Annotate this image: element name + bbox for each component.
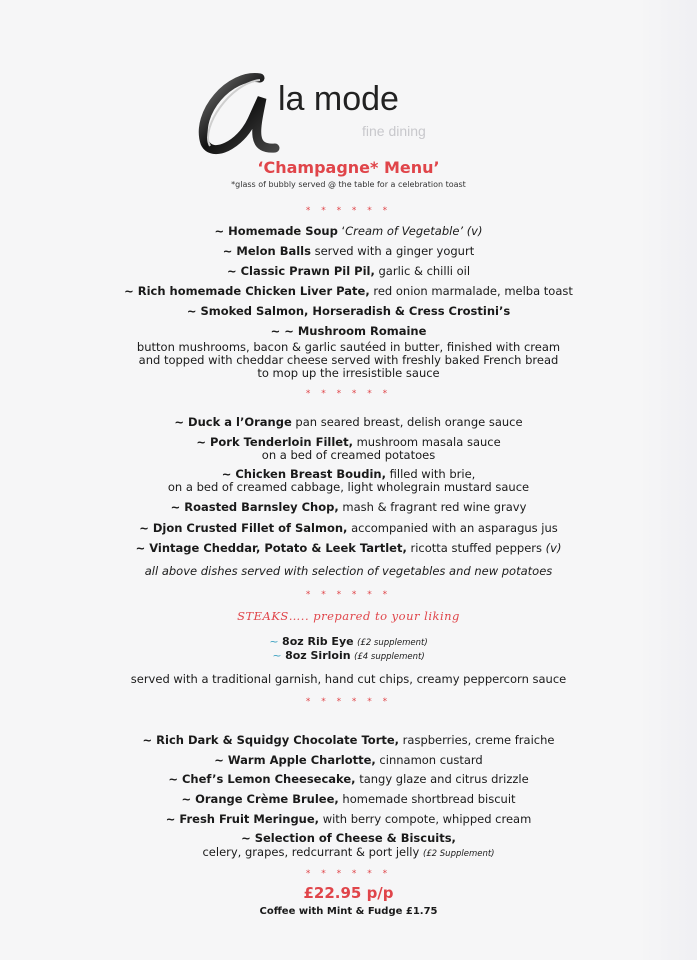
stars-divider: * * * * * * bbox=[305, 697, 392, 707]
coffee-line: Coffee with Mint & Fudge £1.75 bbox=[259, 906, 438, 917]
romaine-description: button mushrooms, bacon & garlic sautéed in butter, finished with cream bbox=[136, 340, 561, 354]
paper-crease bbox=[637, 0, 697, 960]
logo-brand: la mode bbox=[278, 80, 399, 118]
dessert-item: ~ Chef’s Lemon Cheesecake, tangy glaze and citrus drizzle bbox=[168, 772, 529, 786]
starter-item: ~ Homemade Soup ‘Cream of Vegetable’ (v) bbox=[214, 224, 483, 238]
stars-divider: * * * * * * bbox=[305, 206, 392, 216]
dessert-item: ~ Rich Dark & Squidgy Chocolate Torte, raspberries, creme fraiche bbox=[142, 733, 555, 747]
stars-divider: * * * * * * bbox=[305, 389, 392, 399]
dessert-item: ~ Selection of Cheese & Biscuits, bbox=[241, 831, 456, 845]
starter-item: ~ Rich homemade Chicken Liver Pate, red onion marmalade, melba toast bbox=[124, 284, 573, 298]
bubbly-note: *glass of bubbly served @ the table for a celebration toast bbox=[231, 180, 466, 189]
starter-item: ~ ~ Mushroom Romaine bbox=[270, 324, 427, 338]
main-item-detail: on a bed of creamed cabbage, light wholegrain mustard sauce bbox=[167, 480, 530, 494]
stars-divider: * * * * * * bbox=[305, 590, 392, 600]
main-item: ~ Roasted Barnsley Chop, mash & fragrant red wine gravy bbox=[170, 500, 527, 514]
main-item: ~ Vintage Cheddar, Potato & Leek Tartlet, ricotta stuffed peppers (v) bbox=[135, 541, 562, 555]
steaks-heading: STEAKS….. prepared to your liking bbox=[237, 609, 460, 623]
steaks-note: served with a traditional garnish, hand cut chips, creamy peppercorn sauce bbox=[130, 672, 567, 686]
a-la-mode-logo bbox=[190, 58, 490, 158]
main-item: ~ Duck a l’Orange pan seared breast, delish orange sauce bbox=[174, 415, 523, 429]
starter-item: ~ Classic Prawn Pil Pil, garlic & chilli oil bbox=[226, 264, 471, 278]
steak-item: ~ 8oz Rib Eye (£2 supplement) bbox=[269, 635, 428, 648]
logo-tagline: fine dining bbox=[362, 123, 426, 139]
romaine-description: to mop up the irresistible sauce bbox=[257, 366, 440, 380]
dessert-item-detail: celery, grapes, redcurrant & port jelly (£2 Supplement) bbox=[202, 845, 495, 859]
dessert-item: ~ Warm Apple Charlotte, cinnamon custard bbox=[214, 753, 483, 767]
mains-note: all above dishes served with selection of vegetables and new potatoes bbox=[144, 564, 553, 578]
romaine-description: and topped with cheddar cheese served with freshly baked French bread bbox=[138, 353, 559, 367]
main-item-detail: on a bed of creamed potatoes bbox=[261, 448, 436, 462]
main-item: ~ Chicken Breast Boudin, filled with brie, bbox=[221, 467, 476, 481]
main-item: ~ Pork Tenderloin Fillet, mushroom masala sauce bbox=[196, 435, 501, 449]
starter-item: ~ Melon Balls served with a ginger yogurt bbox=[222, 244, 475, 258]
starter-item: ~ Smoked Salmon, Horseradish & Cress Crostini’s bbox=[186, 304, 511, 318]
dessert-item: ~ Orange Crème Brulee, homemade shortbread biscuit bbox=[181, 792, 516, 806]
main-item: ~ Djon Crusted Fillet of Salmon, accompanied with an asparagus jus bbox=[139, 521, 558, 535]
stars-divider: * * * * * * bbox=[305, 869, 392, 879]
menu-price: £22.95 p/p bbox=[303, 884, 394, 902]
steak-item: ~ 8oz Sirloin (£4 supplement) bbox=[272, 649, 425, 662]
dessert-item: ~ Fresh Fruit Meringue, with berry compote, whipped cream bbox=[165, 812, 532, 826]
menu-title: ‘Champagne* Menu’ bbox=[257, 158, 440, 177]
